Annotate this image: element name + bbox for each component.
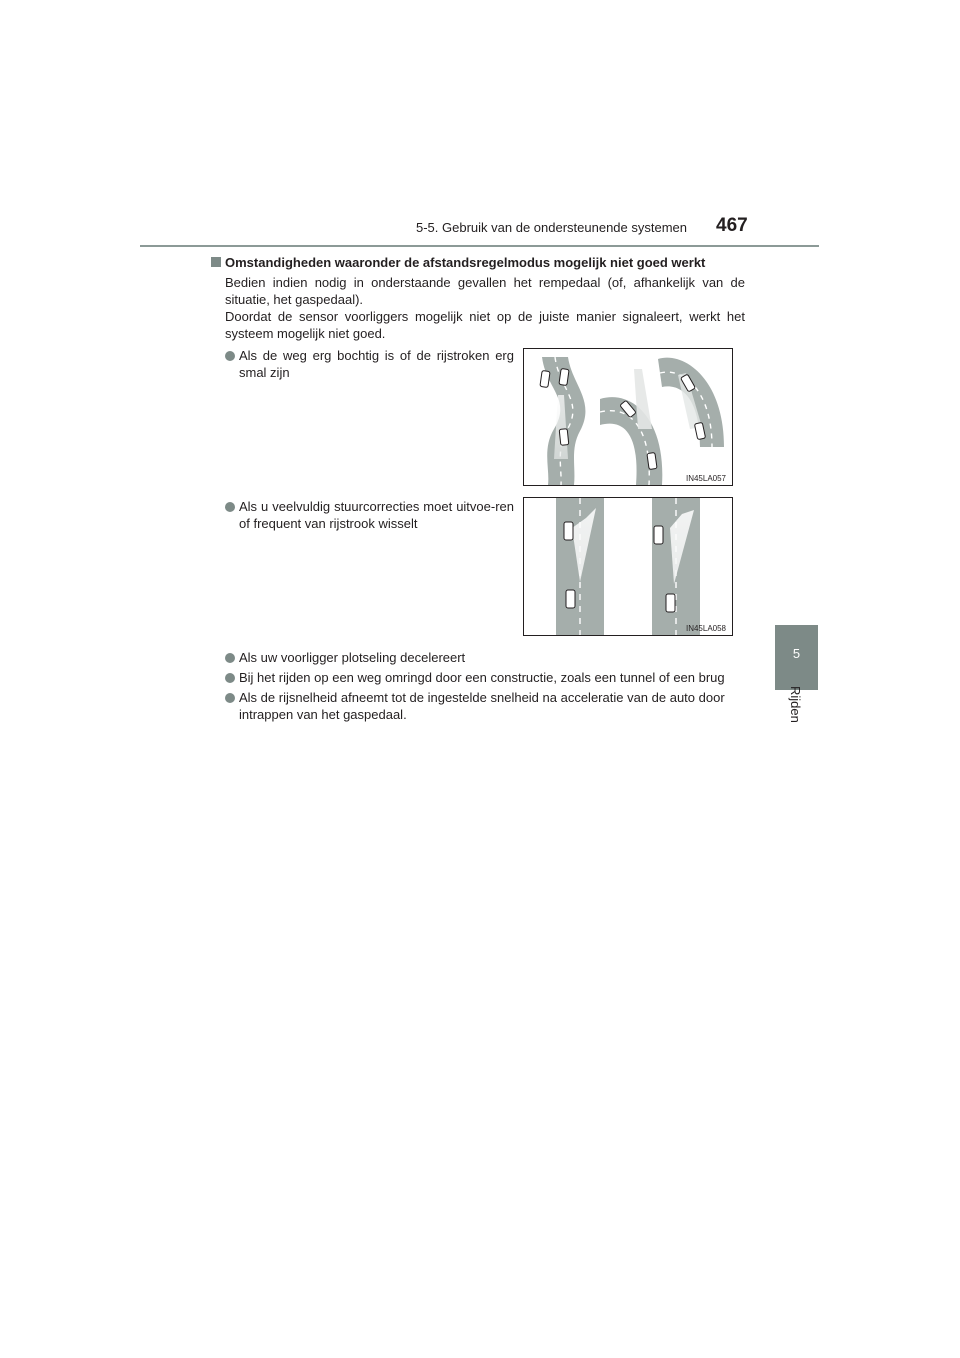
- list-item: [225, 347, 514, 381]
- curvy-roads-illustration: [524, 349, 732, 485]
- lane-change-illustration: [524, 498, 732, 635]
- header-divider: [140, 245, 819, 247]
- figure-curvy-roads: [523, 348, 733, 486]
- list-item-text: Als uw voorligger plotseling decelereert: [239, 650, 466, 665]
- list-item-text: Bij het rijden op een weg omringd door een constructie, zoals een tunnel of een brug: [239, 670, 725, 685]
- page-number: 467: [716, 215, 748, 236]
- figure-lane-changes: [523, 497, 733, 636]
- section-heading: [211, 255, 705, 270]
- list-item: [225, 689, 769, 723]
- list-item-text: Als de weg erg bochtig is of de rijstroken erg smal zijn: [239, 348, 514, 380]
- circle-bullet-icon: [225, 351, 235, 361]
- header-section-title: 5-5. Gebruik van de ondersteunende systemen: [416, 220, 688, 235]
- list-item-text: Als de rijsnelheid afneemt tot de ingestelde snelheid na acceleratie van de auto door intrappen van het gaspedaal.: [239, 690, 725, 722]
- circle-bullet-icon: [225, 502, 235, 512]
- list-item: [225, 498, 514, 532]
- figure-code: IN45LA057: [685, 474, 726, 483]
- chapter-label: Rijden: [788, 686, 803, 723]
- paragraph: Bedien indien nodig in onderstaande gevallen het rempedaal (of, afhankelijk van de situatie, het gaspedaal).: [225, 275, 745, 307]
- square-bullet-icon: [211, 257, 221, 267]
- figure-code: IN45LA058: [685, 624, 726, 633]
- list-item: [225, 649, 769, 666]
- circle-bullet-icon: [225, 653, 235, 663]
- list-item: [225, 669, 769, 686]
- list-item-text: Als u veelvuldig stuurcorrecties moet uitvoe-ren of frequent van rijstrook wisselt: [239, 499, 514, 531]
- section-heading-text: Omstandigheden waaronder de afstandsregelmodus mogelijk niet goed werkt: [225, 255, 706, 270]
- circle-bullet-icon: [225, 673, 235, 683]
- chapter-tab: [775, 625, 818, 690]
- circle-bullet-icon: [225, 693, 235, 703]
- paragraph: Doordat de sensor voorliggers mogelijk niet op de juiste manier signaleert, werkt het systeem mogelijk niet goed.: [225, 309, 745, 341]
- section-body: [225, 274, 745, 342]
- chapter-number: 5: [792, 646, 801, 661]
